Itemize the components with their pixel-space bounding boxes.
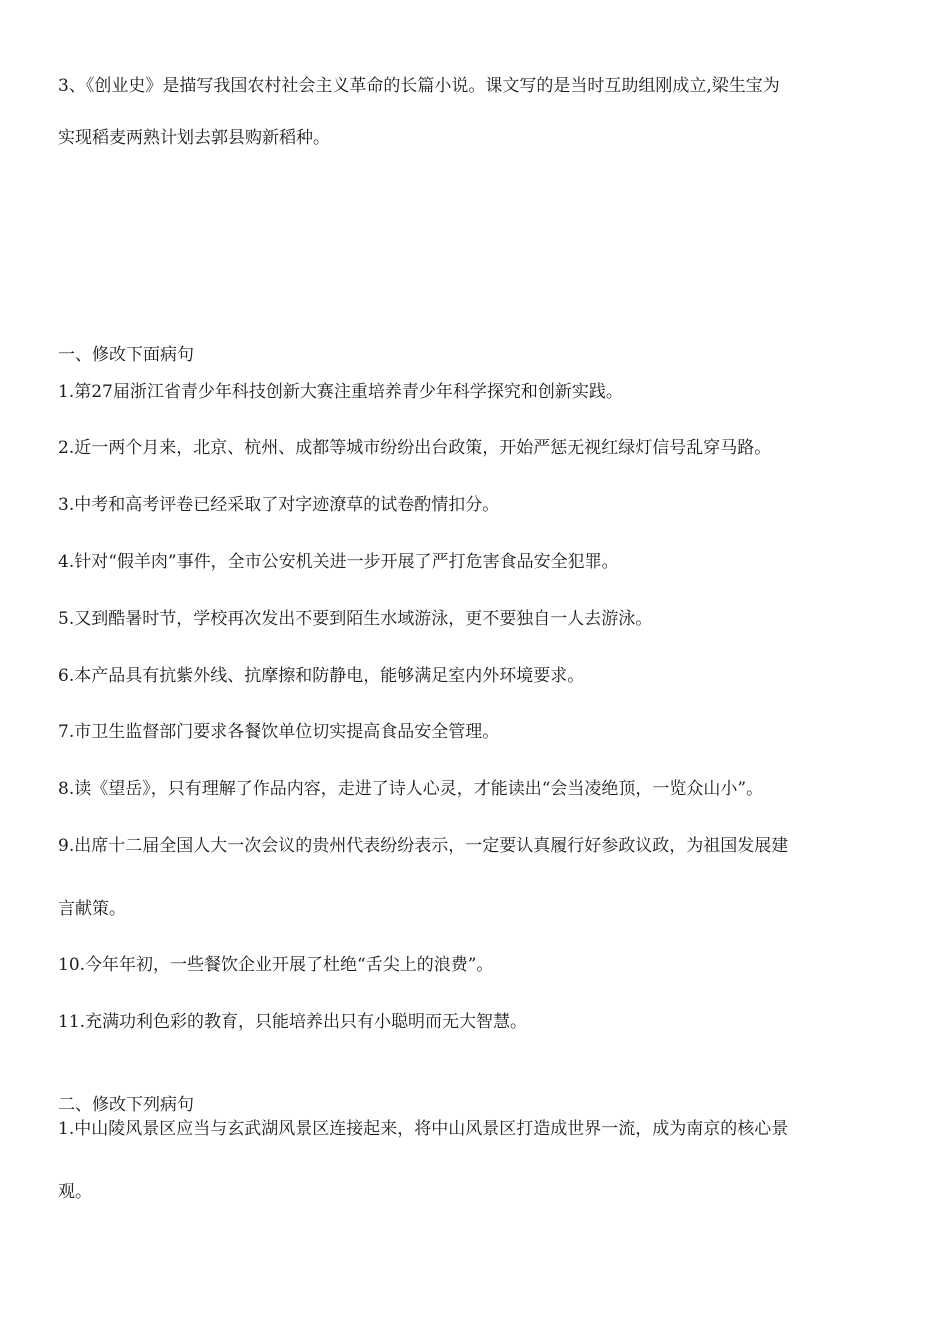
- list-item: 6.本产品具有抗紫外线、抗摩擦和防静电，能够满足室内外环境要求。: [58, 666, 585, 686]
- section-1-heading: 一、修改下面病句: [58, 345, 194, 365]
- list-item: 7.市卫生监督部门要求各餐饮单位切实提高食品安全管理。: [58, 722, 500, 742]
- list-item: 2.近一两个月来，北京、杭州、成都等城市纷纷出台政策，开始严惩无视红绿灯信号乱穿马路。: [58, 438, 772, 458]
- list-item: 5.又到酷暑时节，学校再次发出不要到陌生水域游泳，更不要独自一人去游泳。: [58, 609, 653, 629]
- list-item: 1.中山陵风景区应当与玄武湖风景区连接起来，将中山风景区打造成世界一流，成为南京的核心景: [58, 1119, 789, 1139]
- intro-text-line-1: 3、《创业史》是描写我国农村社会主义革命的长篇小说。课文写的是当时互助组刚成立,梁生宝为: [58, 76, 780, 96]
- list-item-continuation: 观。: [58, 1182, 92, 1202]
- list-item: 1.第27届浙江省青少年科技创新大赛注重培养青少年科学探究和创新实践。: [58, 382, 623, 402]
- section-2-heading: 二、修改下列病句: [58, 1095, 194, 1115]
- list-item: 9.出席十二届全国人大一次会议的贵州代表纷纷表示，一定要认真履行好参政议政，为祖国发展建: [58, 836, 789, 856]
- list-item-continuation: 言献策。: [58, 899, 126, 919]
- list-item: 4.针对“假羊肉”事件，全市公安机关进一步开展了严打危害食品安全犯罪。: [58, 552, 619, 572]
- list-item: 8.读《望岳》，只有理解了作品内容，走进了诗人心灵，才能读出“会当凌绝顶，一览众山小”。: [58, 779, 764, 799]
- list-item: 11.充满功利色彩的教育，只能培养出只有小聪明而无大智慧。: [58, 1012, 528, 1032]
- list-item: 3.中考和高考评卷已经采取了对字迹潦草的试卷酌情扣分。: [58, 495, 500, 515]
- list-item: 10.今年年初，一些餐饮企业开展了杜绝“舌尖上的浪费”。: [58, 955, 494, 975]
- intro-text-line-2: 实现稻麦两熟计划去郭县购新稻种。: [58, 128, 330, 148]
